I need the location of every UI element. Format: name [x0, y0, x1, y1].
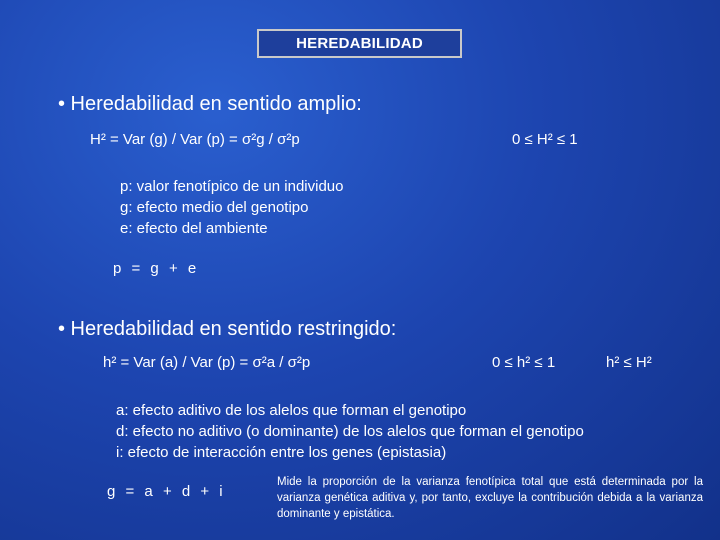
- section1-range: 0 ≤ H² ≤ 1: [512, 131, 578, 148]
- section1-definitions: [120, 176, 343, 239]
- page-title: HEREDABILIDAD: [296, 35, 423, 52]
- section2-formula: h² = Var (a) / Var (p) = σ²a / σ²p: [103, 354, 311, 371]
- section2-equation: g = a + d + i: [107, 483, 226, 500]
- section2-definitions: [116, 400, 584, 463]
- section2-heading: • Heredabilidad en sentido restringido:: [58, 318, 397, 340]
- section1-equation: p = g + e: [113, 260, 200, 277]
- definition-i: i: efecto de interacción entre los genes (epistasia): [116, 444, 447, 461]
- section1-formula: H² = Var (g) / Var (p) = σ²g / σ²p: [90, 131, 300, 148]
- definition-d: d: efecto no aditivo (o dominante) de los alelos que forman el genotipo: [116, 423, 584, 440]
- section1-heading: • Heredabilidad en sentido amplio:: [58, 93, 362, 115]
- title-box: [257, 29, 462, 58]
- definition-g: g: efecto medio del genotipo: [120, 199, 309, 216]
- section2-relation: h² ≤ H²: [606, 354, 652, 371]
- definition-p: p: valor fenotípico de un individuo: [120, 178, 344, 195]
- section2-range: 0 ≤ h² ≤ 1: [492, 354, 556, 371]
- section2-note: Mide la proporción de la varianza fenotípica total que está determinada por la varianza genética aditiva y, por tanto, excluye la contribución debida a la varianza dominante y epistática.: [277, 476, 703, 520]
- definition-a: a: efecto aditivo de los alelos que forman el genotipo: [116, 402, 467, 419]
- definition-e: e: efecto del ambiente: [120, 220, 268, 237]
